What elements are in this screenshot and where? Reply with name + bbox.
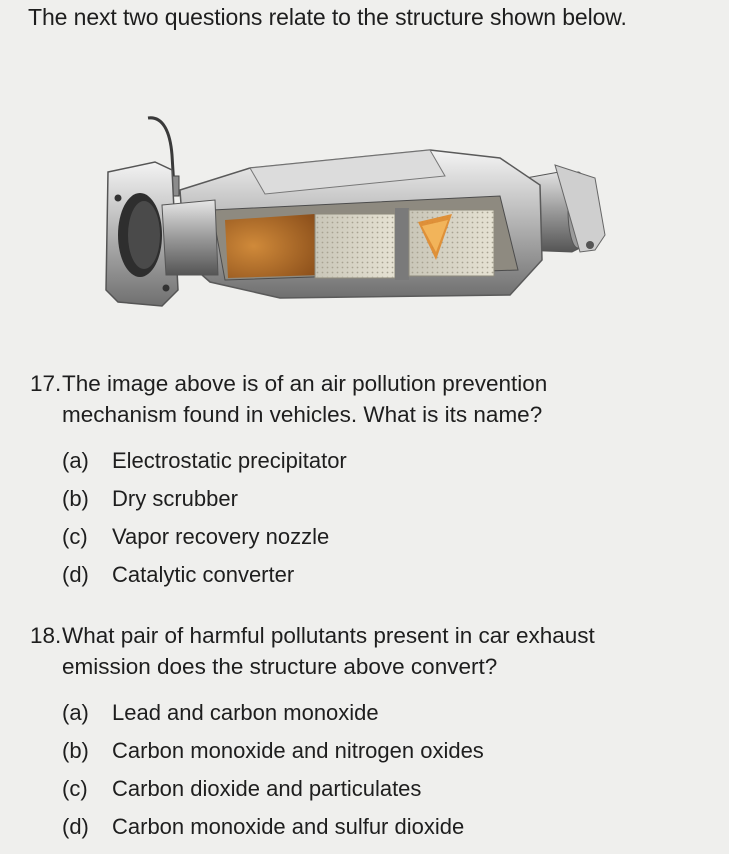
option-a[interactable] [62,694,484,732]
question-18 [30,620,595,682]
option-a[interactable] [62,442,347,480]
option-text: Catalytic converter [112,562,295,587]
question-17 [30,368,547,430]
option-text: Vapor recovery nozzle [112,524,330,549]
option-letter: (d) [62,562,89,587]
option-text: Carbon monoxide and nitrogen oxides [112,738,484,763]
option-letter: (c) [62,776,88,801]
option-letter: (a) [62,700,89,725]
option-letter: (a) [62,448,89,473]
option-text: Carbon dioxide and particulates [112,776,422,801]
option-b[interactable] [62,480,347,518]
catalytic-converter-image [100,110,620,330]
intro-text: The next two questions relate to the structure shown below. [28,4,627,30]
option-letter: (b) [62,486,89,511]
option-text: Lead and carbon monoxide [112,700,379,725]
option-letter: (c) [62,524,88,549]
question-number: 18. [30,623,62,648]
option-c[interactable] [62,518,347,556]
option-text: Carbon monoxide and sulfur dioxide [112,814,465,839]
question-text-line: The image above is of an air pollution prevention [62,371,548,396]
option-letter: (b) [62,738,89,763]
question-18-options [62,694,484,846]
option-d[interactable] [62,808,484,846]
option-letter: (d) [62,814,89,839]
option-text: Dry scrubber [112,486,238,511]
option-c[interactable] [62,770,484,808]
question-17-options [62,442,347,594]
question-text-line: emission does the structure above convert? [62,654,498,679]
question-text-line: What pair of harmful pollutants present in car exhaust [62,623,595,648]
question-text-line: mechanism found in vehicles. What is its name? [62,402,543,427]
option-d[interactable] [62,556,347,594]
option-text: Electrostatic precipitator [112,448,347,473]
option-b[interactable] [62,732,484,770]
question-number: 17. [30,371,62,396]
